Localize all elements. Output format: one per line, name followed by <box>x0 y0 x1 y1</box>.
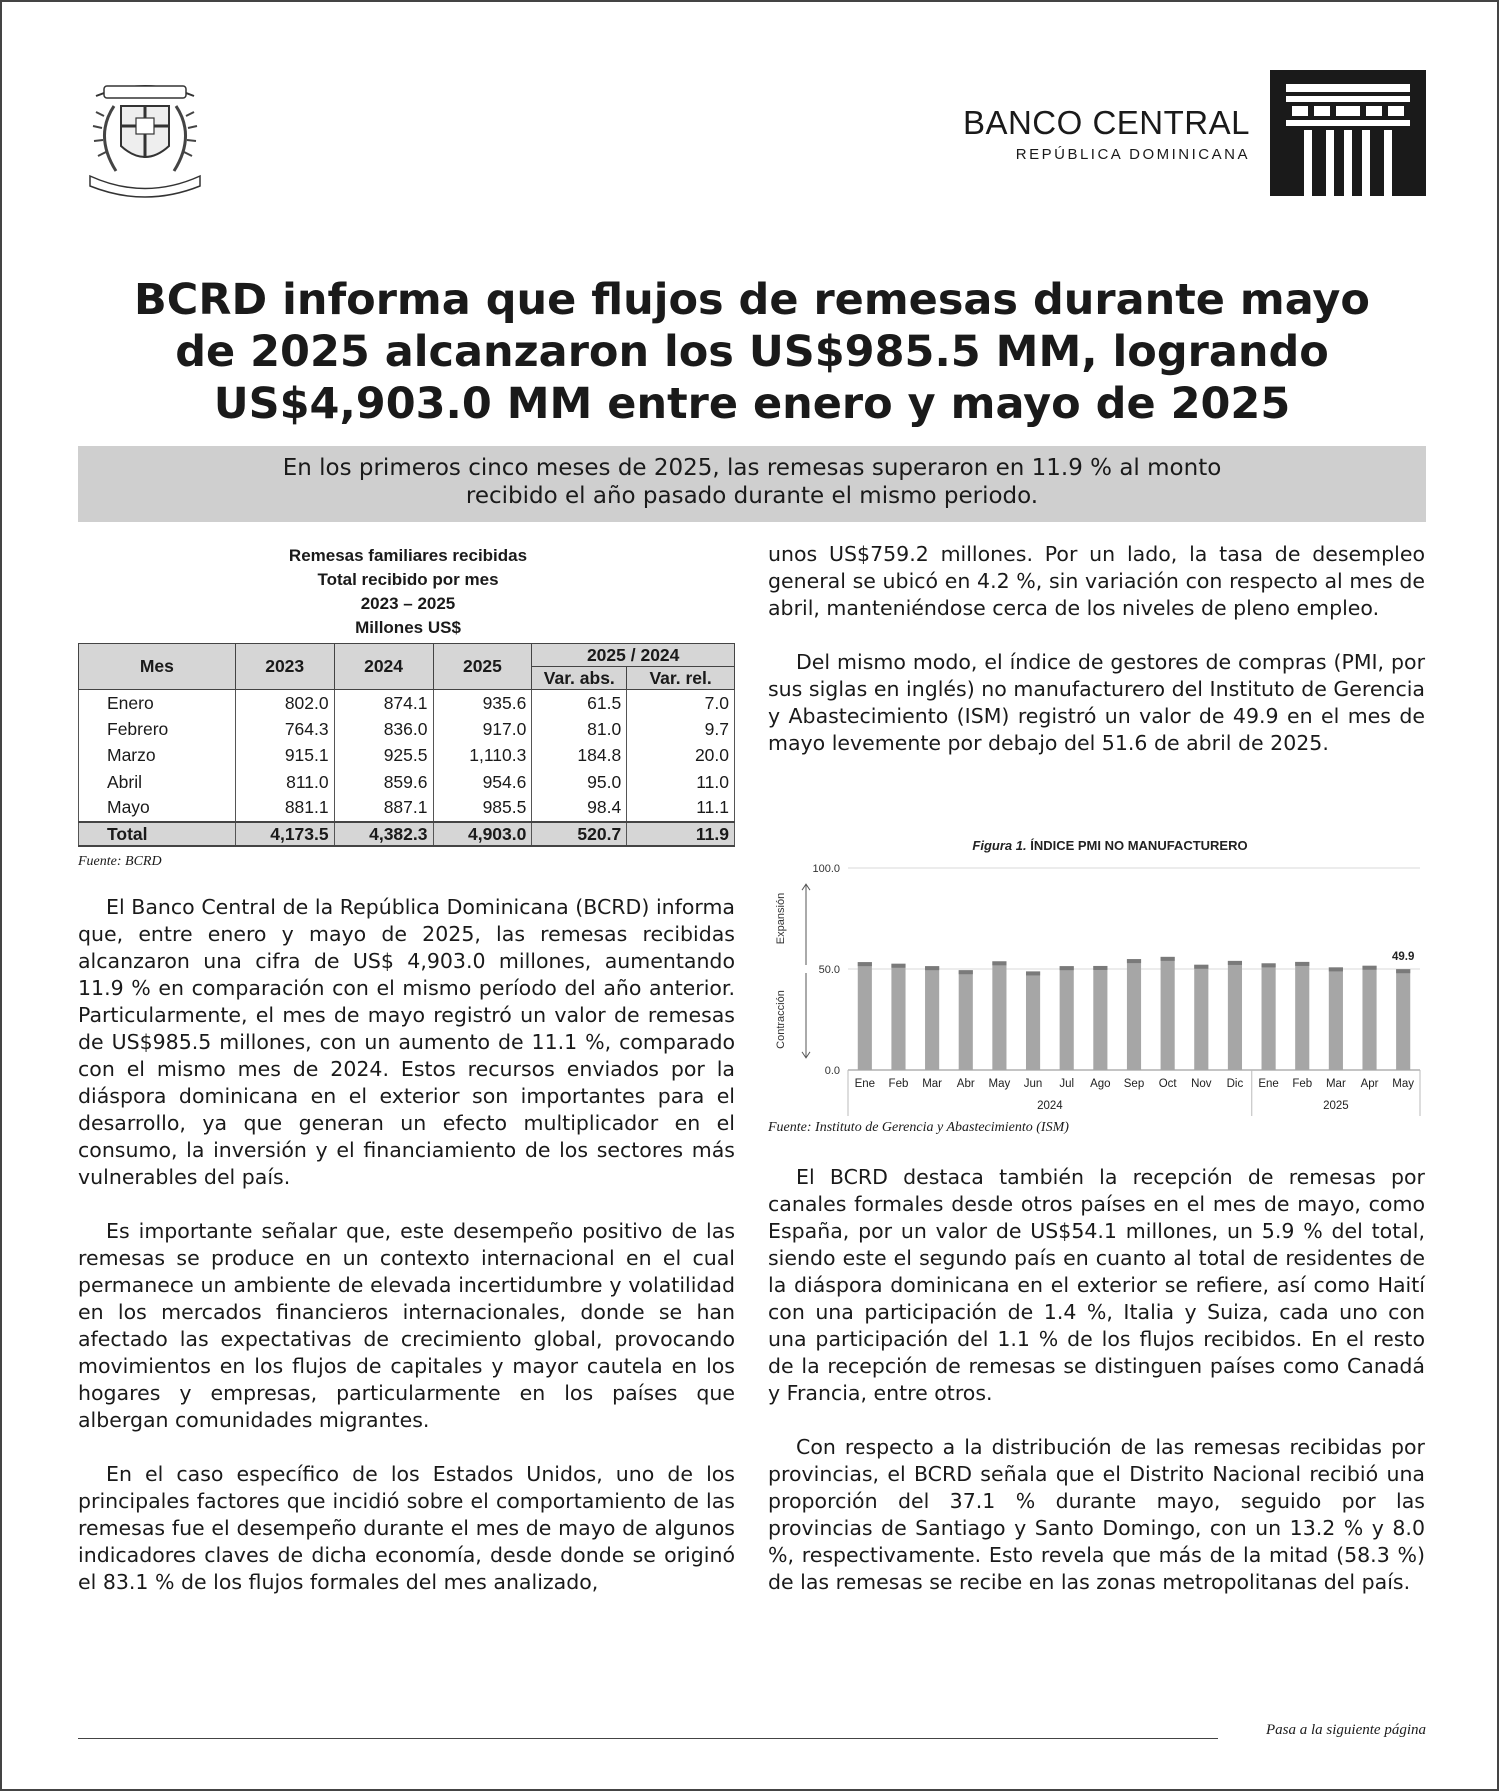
bar <box>1396 969 1410 1070</box>
bar-cap <box>1127 959 1141 963</box>
x-tick-label: Jul <box>1059 1078 1075 1090</box>
table-row <box>79 716 735 743</box>
group-label: 2025 <box>1323 1100 1349 1112</box>
x-tick-label: Nov <box>1191 1078 1212 1090</box>
title-line-1: BCRD informa que flujos de remesas durante mayo <box>134 275 1370 325</box>
cell-2024: 836.0 <box>334 716 433 743</box>
bar-cap <box>1362 966 1376 970</box>
y-label-contraction: Contracción <box>775 990 787 1049</box>
bank-name: BANCO CENTRAL <box>962 104 1250 141</box>
pmi-bar-chart <box>768 832 1428 1132</box>
bar-cap <box>1329 967 1343 971</box>
table-caption <box>162 544 654 640</box>
cell-2025: 1,110.3 <box>433 743 532 770</box>
cell-2025: 935.6 <box>433 690 532 717</box>
cell-var-rel: 20.0 <box>627 743 735 770</box>
bar-cap <box>1161 957 1175 961</box>
cell-2025: 917.0 <box>433 716 532 743</box>
paragraph: unos US$759.2 millones. Por un lado, la tasa de desempleo general se ubicó en 4.2 %, sin variación con respecto al mes de abril, manteniéndose cerca de los niveles de pleno empleo. <box>768 542 1425 620</box>
col-header-2025: 2025 <box>433 644 532 690</box>
table-row <box>79 690 735 717</box>
bar <box>891 964 905 1070</box>
table-total-row <box>79 822 735 846</box>
cell-2023: 802.0 <box>235 690 334 717</box>
cell-var-rel: 11.0 <box>627 769 735 796</box>
col-header-group: 2025 / 2024 <box>532 644 735 667</box>
cell-2024: 4,382.3 <box>334 822 433 846</box>
bar <box>1161 957 1175 1070</box>
x-tick-label: Sep <box>1123 1078 1145 1090</box>
col-header-2024: 2024 <box>334 644 433 690</box>
page-title <box>62 274 1442 430</box>
paragraph: El Banco Central de la República Dominicana (BCRD) informa que, entre enero y mayo de 2025, las remesas recibidas alcanzaron una cifra de US$ 4,903.0 millones, aumentando 11.9 % en comparación con el mismo período del año anterior. Particularmente, el mes de mayo registró un valor de remesas de US$985.5 millones, con un aumento de 11.1 %, comparado con el mismo mes de 2024. Estos recursos enviados por la diáspora dominicana en el exterior son importantes para el desarrollo, ya que generan un efecto multiplicador en el consumo, la inversión y el financiamiento de los sectores más vulnerables del país. <box>78 895 735 1189</box>
bar <box>1127 959 1141 1070</box>
paragraph: Del mismo modo, el índice de gestores de compras (PMI, por sus siglas en inglés) no manufacturero del Instituto de Gerencia y Abastecimiento (ISM) registró un valor de 49.9 en el mes de mayo levemente por debajo del 51.6 de abril de 2025. <box>768 650 1425 755</box>
cell-var-abs: 81.0 <box>532 716 627 743</box>
cell-2024: 925.5 <box>334 743 433 770</box>
cell-2023: 4,173.5 <box>235 822 334 846</box>
bar-cap <box>959 970 973 974</box>
table-caption-line: Millones US$ <box>355 618 461 637</box>
cell-mes: Febrero <box>79 716 236 743</box>
cell-var-rel: 11.1 <box>627 796 735 823</box>
bar-cap <box>1026 971 1040 975</box>
table-caption-line: 2023 – 2025 <box>360 594 456 613</box>
cell-2025: 4,903.0 <box>433 822 532 846</box>
bar <box>1228 961 1242 1070</box>
col-header-var-abs: Var. abs. <box>532 667 627 690</box>
x-tick-label: Mar <box>1325 1078 1346 1090</box>
subheadline-banner <box>78 446 1426 522</box>
x-tick-label: Dic <box>1226 1078 1244 1090</box>
coat-of-arms-seal <box>76 76 214 198</box>
bar-cap <box>925 966 939 970</box>
cell-var-abs: 95.0 <box>532 769 627 796</box>
title-line-3: US$4,903.0 MM entre enero y mayo de 2025 <box>213 379 1291 429</box>
chart-plot-area <box>775 838 1420 1116</box>
cell-var-abs: 61.5 <box>532 690 627 717</box>
bar <box>1295 962 1309 1070</box>
cell-2023: 764.3 <box>235 716 334 743</box>
bank-country: REPÚBLICA DOMINICANA <box>1015 146 1250 163</box>
bank-logo-icon <box>1270 70 1426 196</box>
cell-var-rel: 11.9 <box>627 822 735 846</box>
y-tick-label: 50.0 <box>818 964 840 976</box>
subhead-line-1: En los primeros cinco meses de 2025, las remesas superaron en 11.9 % al monto <box>282 455 1222 481</box>
cell-mes: Mayo <box>79 796 236 823</box>
table-caption-line: Total recibido por mes <box>317 570 499 589</box>
x-tick-label: Apr <box>1360 1078 1379 1090</box>
x-tick-label: Feb <box>1292 1078 1313 1090</box>
bar <box>1329 967 1343 1070</box>
bar-cap <box>1194 965 1208 969</box>
bank-name-block <box>940 104 1250 163</box>
bar-cap <box>858 962 872 966</box>
cell-var-abs: 520.7 <box>532 822 627 846</box>
footer-divider <box>78 1738 1218 1739</box>
bar-cap <box>891 964 905 968</box>
bar <box>1093 966 1107 1070</box>
group-label: 2024 <box>1037 1100 1063 1112</box>
cell-2023: 811.0 <box>235 769 334 796</box>
next-page-note: Pasa a la siguiente página <box>1266 1722 1426 1738</box>
bar-cap <box>1262 963 1276 967</box>
subhead-line-2: recibido el año pasado durante el mismo periodo. <box>465 483 1039 509</box>
y-tick-label: 0.0 <box>824 1065 840 1077</box>
cell-mes: Abril <box>79 769 236 796</box>
x-tick-label: Ago <box>1090 1078 1111 1090</box>
cell-mes: Marzo <box>79 743 236 770</box>
bar <box>1026 971 1040 1070</box>
cell-mes: Enero <box>79 690 236 717</box>
bar-cap <box>1295 962 1309 966</box>
x-tick-label: Mar <box>922 1078 943 1090</box>
data-label: 49.9 <box>1391 951 1415 964</box>
table-row <box>79 769 735 796</box>
bar <box>1194 965 1208 1070</box>
bar-cap <box>1396 969 1410 973</box>
col-header-mes: Mes <box>79 644 236 690</box>
y-label-expansion: Expansión <box>775 892 787 945</box>
table-caption-line: Remesas familiares recibidas <box>288 546 528 565</box>
cell-var-abs: 98.4 <box>532 796 627 823</box>
cell-2024: 874.1 <box>334 690 433 717</box>
left-column-text <box>78 894 735 1623</box>
right-column-text-top <box>768 541 1425 784</box>
cell-var-abs: 184.8 <box>532 743 627 770</box>
bar <box>992 961 1006 1070</box>
bar-cap <box>1093 966 1107 970</box>
x-tick-label: Abr <box>956 1078 975 1090</box>
cell-2023: 915.1 <box>235 743 334 770</box>
x-tick-label: Ene <box>854 1078 876 1090</box>
cell-2025: 954.6 <box>433 769 532 796</box>
cell-2024: 887.1 <box>334 796 433 823</box>
paragraph: Con respecto a la distribución de las remesas recibidas por provincias, el BCRD señala que el Distrito Nacional recibió una proporción del 37.1 % durante mayo, seguido por las provincias de Santiago y Santo Domingo, con un 13.2 % y 8.0 %, respectivamente. Esto revela que más de la mitad (58.3 %) de las remesas se recibe en las zonas metropolitanas del país. <box>768 1435 1425 1594</box>
bar <box>925 966 939 1070</box>
cell-var-rel: 7.0 <box>627 690 735 717</box>
table-source: Fuente: BCRD <box>78 854 162 869</box>
cell-2023: 881.1 <box>235 796 334 823</box>
cell-mes: Total <box>79 822 236 846</box>
right-column-text-bottom <box>768 1164 1425 1623</box>
x-tick-label: Oct <box>1158 1078 1177 1090</box>
title-line-2: de 2025 alcanzaron los US$985.5 MM, logrando <box>175 327 1329 377</box>
paragraph: En el caso específico de los Estados Unidos, uno de los principales factores que incidió sobre el comportamiento de las remesas fue el desempeño durante el mes de mayo de algunos indicadores claves de dicha economía, desde donde se originó el 83.1 % de los flujos formales del mes analizado, <box>78 1462 735 1594</box>
bar <box>1262 963 1276 1070</box>
bar <box>959 970 973 1070</box>
bar <box>1362 966 1376 1070</box>
bar-cap <box>1060 966 1074 970</box>
chart-title: Figura 1. ÍNDICE PMI NO MANUFACTURERO <box>972 838 1248 853</box>
paragraph: Es importante señalar que, este desempeño positivo de las remesas se produce en un contexto internacional en el cual permanece un ambiente de elevada incertidumbre y volatilidad en los mercados financieros internacionales, donde se han afectado las expectativas de crecimiento global, provocando movimientos en los flujos de capitales y mayor cautela en los hogares y empresas, particularmente en los países que albergan comunidades migrantes. <box>78 1219 735 1432</box>
chart-source: Fuente: Instituto de Gerencia y Abastecimiento (ISM) <box>768 1120 1069 1135</box>
cell-2024: 859.6 <box>334 769 433 796</box>
bar-cap <box>1228 961 1242 965</box>
bar-cap <box>992 961 1006 965</box>
bar <box>1060 966 1074 1070</box>
x-tick-label: Feb <box>888 1078 909 1090</box>
x-tick-label: May <box>1392 1078 1415 1090</box>
x-tick-label: May <box>988 1078 1011 1090</box>
cell-var-rel: 9.7 <box>627 716 735 743</box>
cell-2025: 985.5 <box>433 796 532 823</box>
paragraph: El BCRD destaca también la recepción de remesas por canales formales desde otros países en el mes de mayo, como España, por un valor de US$54.1 millones, un 5.9 % del total, siendo este el segundo país en cuanto al total de residentes de la diáspora dominicana en el exterior se refiere, así como Haití con una participación de 1.4 %, Italia y Suiza, cada uno con una participación del 1.1 % de los flujos recibidos. En el resto de la recepción de remesas se distinguen países como Canadá y Francia, entre otros. <box>768 1165 1425 1405</box>
y-tick-label: 100.0 <box>812 863 840 875</box>
bar <box>858 962 872 1070</box>
x-tick-label: Ene <box>1258 1078 1279 1090</box>
col-header-var-rel: Var. rel. <box>627 667 735 690</box>
table-row <box>79 796 735 823</box>
table-row <box>79 743 735 770</box>
x-tick-label: Jun <box>1023 1078 1043 1090</box>
remittances-table <box>78 643 735 847</box>
col-header-2023: 2023 <box>235 644 334 690</box>
